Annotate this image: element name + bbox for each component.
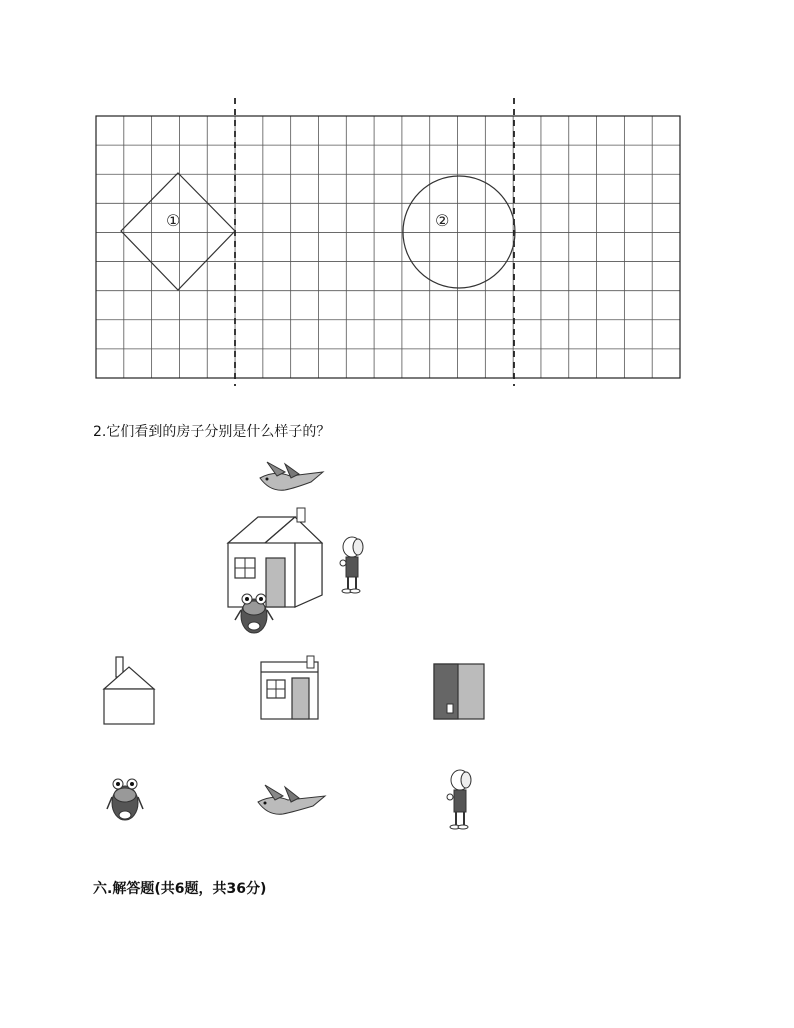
grid-figure bbox=[90, 92, 690, 392]
dog-icon bbox=[340, 537, 363, 593]
grid-lines bbox=[96, 116, 680, 378]
frog-icon bbox=[105, 773, 145, 833]
shape-1-label: ① bbox=[166, 211, 181, 230]
circle-shape-2 bbox=[403, 176, 515, 288]
house-3d-icon bbox=[228, 508, 322, 607]
scene-illustration bbox=[200, 455, 400, 645]
dog-icon bbox=[440, 767, 480, 837]
shape-2-label: ② bbox=[435, 211, 450, 230]
bird-icon bbox=[253, 782, 333, 822]
grid-border bbox=[96, 116, 680, 378]
house-side-view-icon bbox=[100, 655, 160, 730]
question-2-text: 2.它们看到的房子分别是什么样子的？ bbox=[93, 424, 331, 440]
house-front-view-icon bbox=[255, 654, 325, 724]
house-top-view-icon bbox=[430, 660, 490, 725]
section-heading: 六.解答题(共6题，共36分) bbox=[93, 881, 267, 897]
diamond-shape-1 bbox=[121, 173, 235, 290]
bird-icon bbox=[260, 462, 323, 490]
